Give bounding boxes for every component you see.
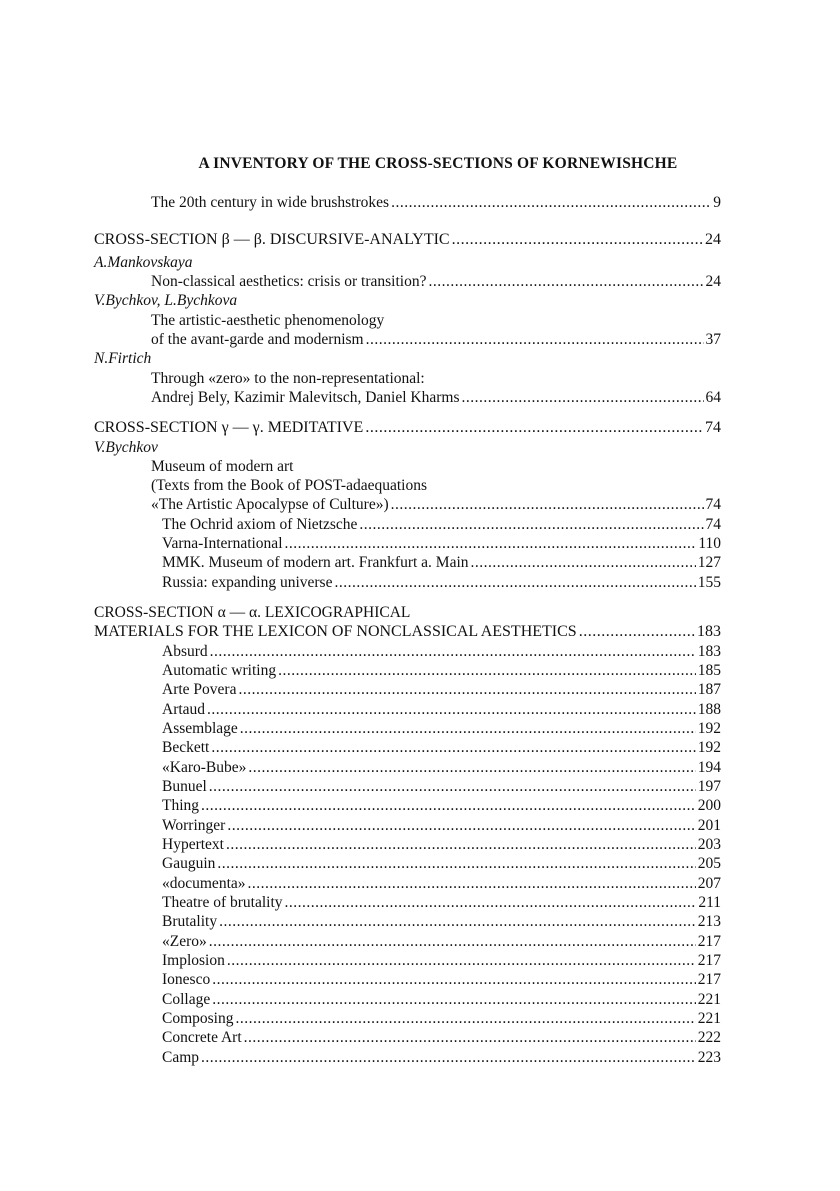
toc-subentry — [162, 553, 721, 572]
toc-entry-page: 201 — [697, 817, 721, 834]
toc-entry-text: Gauguin — [162, 855, 216, 872]
dot-leader — [428, 272, 703, 291]
dot-leader — [248, 758, 695, 777]
toc-entry-text: Absurd — [162, 643, 208, 660]
toc-entry-text: «Karo-Bube» — [162, 759, 247, 776]
lexicon-entry — [162, 874, 721, 893]
toc-entry-text: «The Artistic Apocalypse of Culture») — [151, 496, 389, 513]
toc-entry-text: Andrej Bely, Kazimir Malevitsch, Daniel Kharms — [151, 389, 460, 406]
author-name: V.Bychkov — [94, 439, 158, 456]
lexicon-entry — [162, 680, 721, 699]
section-heading-alpha-line2 — [94, 622, 721, 641]
dot-leader — [201, 1048, 696, 1067]
toc-entry-page: 217 — [697, 971, 721, 988]
dot-leader — [285, 534, 697, 553]
toc-entry — [151, 330, 721, 349]
toc-entry-text: Bunuel — [162, 778, 207, 795]
toc-entry-page: 217 — [697, 933, 721, 950]
dot-leader — [235, 1009, 695, 1028]
toc-entry-page: 74 — [705, 516, 721, 533]
toc-subentry — [162, 573, 721, 592]
lexicon-entry — [162, 912, 721, 931]
dot-leader — [212, 990, 696, 1009]
toc-entry-page: 194 — [697, 759, 721, 776]
lexicon-entry — [162, 1009, 721, 1028]
toc-entry-text: Artaud — [162, 701, 206, 718]
dot-leader — [461, 388, 703, 407]
dot-leader — [452, 230, 703, 249]
toc-subentry — [162, 515, 721, 534]
page-title: A INVENTORY OF THE CROSS-SECTIONS OF KORNEWISHCHE — [198, 155, 678, 172]
toc-entry-text-line: Museum of modern art — [151, 458, 294, 475]
lexicon-entry — [162, 777, 721, 796]
toc-entry-page: 221 — [697, 1010, 721, 1027]
toc-entry-page: 203 — [697, 836, 721, 853]
toc-entry-text: Arte Povera — [162, 681, 237, 698]
section-heading-page: 24 — [705, 231, 721, 248]
toc-entry-page: 205 — [697, 855, 721, 872]
toc-entry-text: Varna-International — [162, 535, 283, 552]
dot-leader — [212, 970, 696, 989]
lexicon-entry — [162, 932, 721, 951]
toc-entry-text: Worringer — [162, 817, 226, 834]
dot-leader — [211, 738, 695, 757]
toc-entry-text: Composing — [162, 1010, 234, 1027]
toc-subentry — [162, 534, 721, 553]
lexicon-entry — [162, 719, 721, 738]
toc-entry-text: Thing — [162, 797, 200, 814]
toc-entry-text: Concrete Art — [162, 1029, 242, 1046]
section-heading-text: CROSS-SECTION γ — γ. MEDITATIVE — [94, 419, 364, 436]
dot-leader — [209, 777, 696, 796]
dot-leader — [579, 622, 695, 641]
toc-entry-text: Russia: expanding universe — [162, 574, 333, 591]
section-heading-page: 74 — [705, 419, 721, 436]
toc-entry-page: 192 — [697, 739, 721, 756]
dot-leader — [217, 854, 695, 873]
dot-leader — [471, 553, 696, 572]
lexicon-entry — [162, 758, 721, 777]
section-heading-text: MATERIALS FOR THE LEXICON OF NONCLASSICAL AESTHETICS — [94, 623, 577, 640]
toc-entry-text: Hypertext — [162, 836, 224, 853]
toc-entry-text: The 20th century in wide brushstrokes — [151, 194, 390, 211]
toc-entry-page: 223 — [697, 1049, 721, 1066]
lexicon-entry — [162, 835, 721, 854]
toc-entry-page: 183 — [697, 643, 721, 660]
toc-entry-page: 187 — [697, 681, 721, 698]
toc-entry-page: 211 — [698, 894, 721, 911]
lexicon-entry — [162, 1048, 721, 1067]
dot-leader — [201, 796, 696, 815]
author-name: V.Bychkov, L.Bychkova — [94, 292, 238, 309]
toc-entry-page: 217 — [697, 952, 721, 969]
toc-entry-page: 74 — [705, 496, 721, 513]
dot-leader — [278, 661, 696, 680]
dot-leader — [227, 816, 695, 835]
dot-leader — [227, 951, 696, 970]
toc-entry-text: Assemblage — [162, 720, 238, 737]
author-name: N.Firtich — [94, 350, 152, 367]
lexicon-entry — [162, 661, 721, 680]
toc-entry-page: 185 — [697, 662, 721, 679]
lexicon-entry — [162, 816, 721, 835]
dot-leader — [285, 893, 697, 912]
lexicon-entry — [162, 970, 721, 989]
toc-entry-page: 24 — [705, 273, 721, 290]
toc-entry-page: 9 — [713, 194, 721, 211]
dot-leader — [365, 418, 703, 437]
dot-leader — [391, 495, 704, 514]
toc-entry-page: 222 — [697, 1029, 721, 1046]
toc-entry-page: 110 — [698, 535, 721, 552]
toc-entry-text-line: The artistic-aesthetic phenomenology — [151, 312, 385, 329]
dot-leader — [244, 1028, 696, 1047]
lexicon-entry — [162, 951, 721, 970]
toc-entry-page: 188 — [697, 701, 721, 718]
lexicon-entry — [162, 893, 721, 912]
toc-entry — [151, 495, 721, 514]
dot-leader — [248, 874, 696, 893]
lexicon-entry — [162, 738, 721, 757]
toc-entry-text: «Zero» — [162, 933, 207, 950]
toc-entry-text: Automatic writing — [162, 662, 277, 679]
section-heading-text: CROSS-SECTION β — β. DISCURSIVE-ANALYTIC — [94, 231, 450, 248]
toc-entry-page: 200 — [697, 797, 721, 814]
dot-leader — [359, 515, 703, 534]
section-heading-page: 183 — [697, 623, 721, 640]
dot-leader — [226, 835, 696, 854]
toc-entry-intro — [151, 193, 721, 212]
section-heading-gamma — [94, 418, 721, 437]
toc-entry-page: 64 — [705, 389, 721, 406]
dot-leader — [209, 932, 696, 951]
dot-leader — [210, 642, 696, 661]
toc-entry-text: «documenta» — [162, 875, 246, 892]
toc-entry-text: Theatre of brutality — [162, 894, 283, 911]
dot-leader — [334, 573, 695, 592]
author-name: A.Mankovskaya — [94, 254, 193, 271]
toc-entry-text: Camp — [162, 1049, 200, 1066]
lexicon-entry — [162, 796, 721, 815]
toc-entry-page: 221 — [697, 991, 721, 1008]
dot-leader — [366, 330, 704, 349]
lexicon-entry — [162, 642, 721, 661]
toc-entry-text-line: Through «zero» to the non-representational: — [151, 370, 425, 387]
section-heading-beta — [94, 230, 721, 249]
dot-leader — [219, 912, 696, 931]
toc-entry-text: of the avant-garde and modernism — [151, 331, 364, 348]
toc-entry-text: Brutality — [162, 913, 218, 930]
toc-entry-page: 213 — [697, 913, 721, 930]
lexicon-entry — [162, 990, 721, 1009]
toc-entry-text: Implosion — [162, 952, 225, 969]
toc-entry — [151, 272, 721, 291]
lexicon-entry — [162, 1028, 721, 1047]
toc-entry-text: Ionesco — [162, 971, 211, 988]
toc-entry-page: 197 — [697, 778, 721, 795]
toc-entry-text-line: (Texts from the Book of POST-adaequations — [151, 477, 428, 494]
section-heading-alpha: CROSS-SECTION α — α. LEXICOGRAPHICAL — [94, 604, 411, 621]
dot-leader — [391, 193, 711, 212]
dot-leader — [240, 719, 696, 738]
toc-entry-text: MMK. Museum of modern art. Frankfurt a. Main — [162, 554, 469, 571]
toc-entry-page: 207 — [697, 875, 721, 892]
dot-leader — [207, 700, 696, 719]
toc-entry-text: Non-classical aesthetics: crisis or transition? — [151, 273, 427, 290]
lexicon-entry — [162, 700, 721, 719]
toc-entry-text: The Ochrid axiom of Nietzsche — [162, 516, 358, 533]
toc-entry-page: 127 — [697, 554, 721, 571]
toc-entry-text: Collage — [162, 991, 211, 1008]
toc-entry-page: 192 — [697, 720, 721, 737]
toc-entry-page: 155 — [697, 574, 721, 591]
lexicon-entry — [162, 854, 721, 873]
toc-entry — [151, 388, 721, 407]
dot-leader — [238, 680, 695, 699]
toc-entry-text: Beckett — [162, 739, 210, 756]
toc-entry-page: 37 — [705, 331, 721, 348]
